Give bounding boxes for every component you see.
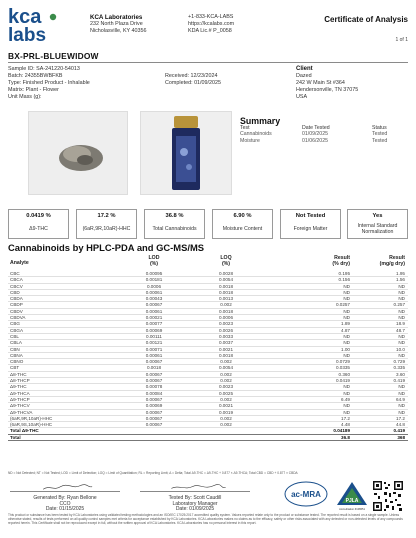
result-mg-cell: 17.2 bbox=[396, 415, 405, 421]
lod-cell: 0.00121 bbox=[145, 340, 163, 346]
loq-cell: 0.0023 bbox=[218, 384, 234, 390]
tile-value: 0.0419 % bbox=[26, 213, 51, 219]
analyte-cell: CBD bbox=[10, 289, 20, 295]
lod-cell: 0.00071 bbox=[145, 346, 163, 352]
summary-cell: 01/06/2025 bbox=[302, 137, 328, 144]
result-mg-cell: ND bbox=[398, 308, 405, 314]
pjla-badge bbox=[334, 481, 370, 511]
result-mg-cell: 48.7 bbox=[396, 327, 405, 333]
client-line: Hendersonville, TN 37075 bbox=[296, 86, 359, 93]
lod-cell: 0.00061 bbox=[145, 289, 163, 295]
sample-info-line: Type: Finished Product - Inhalable bbox=[8, 79, 90, 86]
svg-text:ac-MRA: ac-MRA bbox=[291, 490, 321, 499]
lod-cell: 0.0006 bbox=[146, 283, 162, 289]
tile-label: Moisture Content bbox=[222, 226, 263, 232]
result-pct-cell: 1.89 bbox=[341, 321, 350, 327]
qr-code[interactable] bbox=[372, 480, 404, 512]
summary-header: Test bbox=[240, 125, 250, 131]
analyte-cell: CBGA bbox=[10, 327, 24, 333]
received-date: Received: 12/23/2024 bbox=[165, 73, 218, 79]
loq-cell: 0.002 bbox=[220, 378, 232, 384]
result-pct-cell: ND bbox=[343, 403, 350, 409]
result-pct-cell: 4.48 bbox=[341, 422, 350, 428]
result-mg-cell: 1.56 bbox=[396, 277, 405, 283]
lod-cell: 0.00084 bbox=[145, 390, 163, 396]
result-pct-cell: ND bbox=[343, 333, 350, 339]
col-lod: LOD (%) bbox=[148, 255, 160, 267]
tile-label: Foreign Matter bbox=[293, 226, 328, 232]
sample-dates bbox=[165, 73, 221, 87]
result-mg-cell: 0.419 bbox=[393, 378, 405, 384]
loq-cell: 0.0006 bbox=[218, 315, 234, 321]
analyte-cell: Δ9-THCP bbox=[10, 396, 30, 402]
signature-scrawl bbox=[10, 484, 120, 492]
lod-cell: 0.00067 bbox=[145, 396, 163, 402]
analyte-cell: Δ8-THC bbox=[10, 371, 27, 377]
kca-labs-logo bbox=[8, 6, 78, 44]
result-pct-cell: ND bbox=[343, 289, 350, 295]
loq-cell: 0.002 bbox=[220, 396, 232, 402]
loq-cell: 0.0025 bbox=[218, 390, 234, 396]
page-number: 1 of 1 bbox=[395, 37, 408, 43]
loq-cell: 0.0026 bbox=[218, 327, 234, 333]
analyte-cell: CBL bbox=[10, 333, 19, 339]
lod-cell: 0.00069 bbox=[145, 403, 163, 409]
result-mg-cell: 0.419 bbox=[393, 428, 405, 434]
result-mg-cell: 64.9 bbox=[396, 396, 405, 402]
client-heading: Client bbox=[296, 66, 313, 72]
result-mg-cell: 0.729 bbox=[393, 359, 405, 365]
cannabinoids-table bbox=[8, 256, 408, 441]
signature-name: Tested By: Scott Caudill bbox=[168, 494, 222, 501]
lab-address-1: 232 North Plaza Drive bbox=[90, 21, 143, 27]
loq-cell: 0.002 bbox=[220, 371, 232, 377]
analyte-cell: CBCA bbox=[10, 277, 23, 283]
loq-cell: 0.0019 bbox=[218, 409, 234, 415]
lab-license: KDA Lic.# P_0058 bbox=[188, 28, 232, 34]
lab-info bbox=[90, 14, 147, 35]
logo-dot bbox=[50, 14, 56, 20]
sample-info-line: Sample ID: SA-241220-54013 bbox=[8, 66, 80, 72]
loq-cell: 0.002 bbox=[220, 415, 232, 421]
result-pct-cell: 0.0419 bbox=[335, 378, 350, 384]
loq-cell: 0.0021 bbox=[218, 346, 234, 352]
result-pct-cell: ND bbox=[343, 283, 350, 289]
result-tile bbox=[8, 209, 69, 239]
result-pct-cell: 0.0257 bbox=[335, 302, 350, 308]
result-pct-cell: 6.49 bbox=[341, 396, 350, 402]
client-line: 242 W Main St #364 bbox=[296, 79, 345, 86]
disclaimer: This product or substance has been tested by KCA Laboratories using validated testing methodologies and an ISO/IEC 17025:2017 accredited quality system. Values reported relate only to the product or substance tested. The reported result is based on a single sample. Unless otherwise stated, results of tests performed on all quality control samples met criteria for acceptance established by KCA Laboratories. KCA Laboratories makes no claims as to the efficacy, safety or other risks associated with any detected or non-detected levels of any compounds reported herein. This Certificate shall not be reproduced except in full, without the written approval of KCA Laboratories. KCA Laboratories has no personal interest in this report. bbox=[8, 513, 403, 525]
result-pct-cell: 0.04189 bbox=[333, 428, 350, 434]
sample-title: BX-PRL-BLUEWIDOW bbox=[8, 51, 99, 61]
tile-value: Not Tested bbox=[295, 213, 326, 219]
package-image bbox=[141, 112, 231, 194]
divider bbox=[8, 62, 408, 63]
client-info bbox=[296, 66, 358, 101]
analyte-cell: Δ9-THCV bbox=[10, 403, 30, 409]
result-pct-cell: ND bbox=[343, 340, 350, 346]
summary-table bbox=[240, 125, 400, 144]
document-title: Certificate of Analysis bbox=[324, 15, 408, 24]
lod-cell: 0.00067 bbox=[145, 371, 163, 377]
loq-cell: 0.0018 bbox=[218, 352, 234, 358]
tile-value: Yes bbox=[372, 213, 383, 219]
result-pct-cell: ND bbox=[343, 296, 350, 302]
result-mg-cell: 44.8 bbox=[396, 422, 405, 428]
logo-text-bottom: labs bbox=[8, 25, 47, 44]
sample-photo-flower bbox=[28, 111, 128, 195]
client-line: Dazed bbox=[296, 72, 312, 79]
result-pct-cell: 0.360 bbox=[338, 371, 350, 377]
lod-cell: 0.00043 bbox=[145, 296, 163, 302]
analyte-cell: Δ9-THC bbox=[10, 384, 27, 390]
analyte-cell: CBT bbox=[10, 365, 20, 371]
summary-title: Summary bbox=[240, 116, 281, 126]
signature-date: Date: 01/15/2025 bbox=[45, 506, 85, 513]
result-pct-cell: 17.2 bbox=[341, 415, 350, 421]
result-tile bbox=[212, 209, 273, 239]
lod-cell: 0.00067 bbox=[145, 422, 163, 428]
result-mg-cell: ND bbox=[398, 289, 405, 295]
result-pct-cell: 0.0335 bbox=[335, 365, 350, 371]
logo-text-top: kca bbox=[8, 6, 42, 28]
result-mg-cell: ND bbox=[398, 384, 405, 390]
result-pct-cell: 4.87 bbox=[341, 327, 350, 333]
result-mg-cell: 368 bbox=[397, 434, 405, 440]
tile-value: 17.2 % bbox=[97, 213, 116, 219]
svg-text:Accreditation #108651: Accreditation #108651 bbox=[339, 508, 365, 511]
loq-cell: 0.0018 bbox=[218, 283, 234, 289]
result-tile bbox=[280, 209, 341, 239]
loq-cell: 0.0023 bbox=[218, 321, 234, 327]
result-mg-cell: ND bbox=[398, 409, 405, 415]
result-mg-cell: 0.335 bbox=[393, 365, 405, 371]
result-mg-cell: 3.60 bbox=[396, 371, 405, 377]
lab-contact bbox=[188, 14, 234, 35]
tile-label: Total Cannabinoids bbox=[152, 226, 197, 232]
result-mg-cell: ND bbox=[398, 283, 405, 289]
lod-cell: 0.00095 bbox=[145, 271, 163, 276]
result-pct-cell: 0.195 bbox=[338, 271, 350, 276]
col-loq: LOQ (%) bbox=[220, 255, 232, 267]
result-pct-cell: 1.00 bbox=[341, 346, 350, 352]
summary-cell: Cannabinoids bbox=[240, 131, 272, 138]
summary-cell: Moisture bbox=[240, 137, 260, 144]
result-pct-cell: ND bbox=[343, 308, 350, 314]
client-line: USA bbox=[296, 93, 308, 100]
lod-cell: 0.00067 bbox=[145, 302, 163, 308]
lab-website[interactable]: https://kcalabs.com bbox=[188, 21, 235, 27]
lab-address-2: Nicholasville, KY 40356 bbox=[90, 28, 147, 34]
lod-cell: 0.00078 bbox=[145, 384, 163, 390]
analyte-cell: CBCV bbox=[10, 283, 23, 289]
tile-value: 36.8 % bbox=[165, 213, 184, 219]
signature-generated bbox=[10, 484, 120, 513]
lod-cell: 0.00061 bbox=[145, 352, 163, 358]
analyte-cell: CBDP bbox=[10, 302, 23, 308]
summary-cell: Tested bbox=[372, 131, 388, 138]
result-mg-cell: ND bbox=[398, 352, 405, 358]
col-result-mg: Result (mg/g dry) bbox=[379, 255, 405, 267]
summary-header: Date Tested bbox=[302, 125, 330, 131]
loq-cell: 0.0037 bbox=[218, 340, 234, 346]
lod-cell: 0.00077 bbox=[145, 321, 163, 327]
loq-cell: 0.0054 bbox=[218, 365, 234, 371]
header bbox=[8, 6, 408, 46]
lod-cell: 0.00067 bbox=[145, 409, 163, 415]
analyte-cell: (6aR,9S,10aR)-HHC bbox=[10, 422, 53, 428]
analyte-cell: Total Δ9-THC bbox=[10, 428, 39, 434]
lod-cell: 0.00111 bbox=[146, 333, 162, 339]
signature-name: Generated By: Ryan Bellone bbox=[33, 494, 97, 501]
summary-cell: Tested bbox=[372, 137, 388, 144]
result-tile bbox=[347, 209, 408, 239]
signature-title: Laboratory Manager bbox=[172, 500, 218, 507]
col-result-pct: Result (% dry) bbox=[332, 255, 350, 267]
analyte-cell: CBNA bbox=[10, 352, 23, 358]
tile-value: 6.90 % bbox=[233, 213, 252, 219]
loq-cell: 0.0028 bbox=[218, 271, 234, 276]
sample-photo-package bbox=[140, 111, 232, 195]
result-pct-cell: 0.156 bbox=[338, 277, 350, 283]
analyte-cell: CBNO bbox=[10, 359, 24, 365]
analyte-cell: Δ9-THCA bbox=[10, 390, 30, 396]
result-mg-cell: 18.9 bbox=[396, 321, 405, 327]
result-pct-cell: ND bbox=[343, 384, 350, 390]
sample-info-line: Matrix: Plant - Flower bbox=[8, 86, 59, 93]
completed-date: Completed: 01/09/2025 bbox=[165, 79, 222, 86]
lod-cell: 0.00067 bbox=[145, 359, 163, 365]
table-header bbox=[8, 256, 408, 271]
signature-scrawl bbox=[140, 484, 250, 492]
sample-info-line: Batch: 24355BWBFKB bbox=[8, 72, 63, 79]
lod-cell: 0.00181 bbox=[145, 277, 163, 283]
loq-cell: 0.0013 bbox=[218, 296, 234, 302]
analyte-cell: CBDV bbox=[10, 308, 23, 314]
analyte-cell: CBLA bbox=[10, 340, 23, 346]
result-mg-cell: ND bbox=[398, 333, 405, 339]
ilac-mra-badge bbox=[284, 481, 328, 507]
sample-info-line: Unit Mass (g): bbox=[8, 93, 42, 100]
result-pct-cell: ND bbox=[343, 390, 350, 396]
footnote: ND = Not Detected; NT = Not Tested; LOD = Limit of Detection; LOQ = Limit of Quantitation; RL = Reporting Limit; Δ = Delta; Total Δ9-THC = Δ9-THC + 0.877 × Δ9-THCA; Total CBD = CBD + 0.877 × CBDA bbox=[8, 471, 298, 475]
loq-cell: 0.002 bbox=[220, 359, 232, 365]
summary-row bbox=[240, 138, 400, 144]
lab-name: KCA Laboratories bbox=[90, 14, 143, 21]
loq-cell: 0.002 bbox=[220, 302, 232, 308]
loq-cell: 0.0033 bbox=[218, 333, 234, 339]
result-mg-cell: ND bbox=[398, 315, 405, 321]
result-tile bbox=[144, 209, 205, 239]
analyte-cell: CBN bbox=[10, 346, 20, 352]
result-mg-cell: ND bbox=[398, 390, 405, 396]
summary-header: Status bbox=[372, 125, 387, 131]
lab-phone: +1-833-KCA-LABS bbox=[188, 14, 234, 20]
lod-cell: 0.00067 bbox=[145, 378, 163, 384]
summary-cell: 01/09/2025 bbox=[302, 131, 328, 138]
analyte-cell: Δ8-THCP bbox=[10, 378, 30, 384]
cannabinoids-title: Cannabinoids by HPLC-PDA and GC-MS/MS bbox=[8, 242, 205, 253]
result-mg-cell: 1.95 bbox=[396, 271, 405, 276]
lod-cell: 0.00021 bbox=[145, 315, 163, 321]
result-mg-cell: 0.257 bbox=[393, 302, 405, 308]
col-analyte: Analyte bbox=[10, 260, 29, 266]
lod-cell: 0.00069 bbox=[145, 327, 163, 333]
analyte-cell: CBG bbox=[10, 321, 20, 327]
result-tiles bbox=[8, 209, 408, 239]
result-mg-cell: ND bbox=[398, 296, 405, 302]
result-tile bbox=[76, 209, 137, 239]
lod-cell: 0.00067 bbox=[145, 415, 163, 421]
tile-label: Internal Standard Normalization bbox=[357, 223, 398, 236]
loq-cell: 0.0018 bbox=[218, 308, 234, 314]
analyte-cell: CBDVA bbox=[10, 315, 26, 321]
result-pct-cell: ND bbox=[343, 352, 350, 358]
analyte-cell: Δ9-THCVA bbox=[10, 409, 33, 415]
analyte-cell: Total bbox=[10, 434, 21, 440]
analyte-cell: CBC bbox=[10, 271, 20, 276]
flower-image bbox=[29, 112, 127, 194]
result-mg-cell: ND bbox=[398, 403, 405, 409]
result-mg-cell: ND bbox=[398, 340, 405, 346]
result-pct-cell: 0.0729 bbox=[335, 359, 350, 365]
analyte-cell: CBDA bbox=[10, 296, 23, 302]
loq-cell: 0.0018 bbox=[218, 289, 234, 295]
result-pct-cell: 36.8 bbox=[341, 434, 350, 440]
result-pct-cell: ND bbox=[343, 315, 350, 321]
tile-label: (6aR,9R,10aR)-HHC bbox=[82, 226, 131, 232]
lod-cell: 0.00061 bbox=[145, 308, 163, 314]
tile-label: Δ9-THC bbox=[29, 226, 48, 232]
loq-cell: 0.0054 bbox=[218, 277, 234, 283]
loq-cell: 0.0021 bbox=[218, 403, 234, 409]
loq-cell: 0.002 bbox=[220, 422, 232, 428]
table-total-row bbox=[8, 435, 408, 441]
sample-info bbox=[8, 66, 90, 101]
result-mg-cell: 10.0 bbox=[396, 346, 405, 352]
table-body bbox=[8, 271, 408, 441]
signature-date: Date: 01/09/2025 bbox=[175, 506, 215, 513]
analyte-cell: (6aR,9R,10aR)-HHC bbox=[10, 415, 53, 421]
signature-tested bbox=[140, 484, 250, 513]
result-pct-cell: ND bbox=[343, 409, 350, 415]
signature-title: CCO bbox=[59, 500, 71, 507]
lod-cell: 0.0018 bbox=[146, 365, 162, 371]
svg-text:PJLA: PJLA bbox=[345, 498, 359, 504]
